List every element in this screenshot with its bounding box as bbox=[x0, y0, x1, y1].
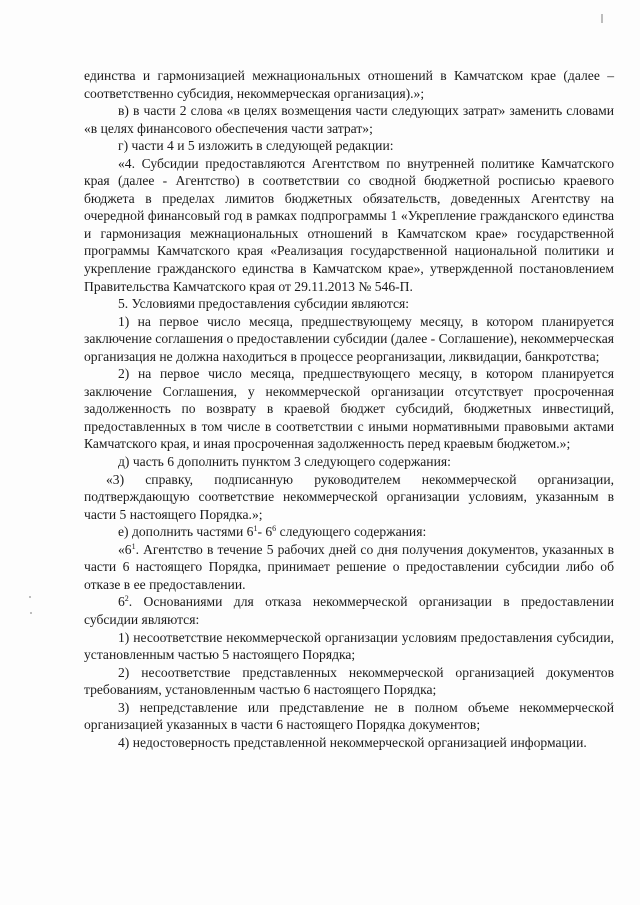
scan-mark bbox=[601, 14, 603, 23]
superscript: 6 bbox=[272, 524, 277, 534]
paragraph: «4. Субсидии предоставляются Агентством по внутренней политике Камчатского края (далее - Агентство) в соответствии со сводной бюджетной росписью краевого бюджета в пределах лимитов бюджетных обязательств, доведенных Агентству на очередной финансовый год в рамках подпрограммы 1 «Укрепление гражданского единства и гармонизация межнациональных отношений в Камчатском крае» государственной программы Камчатского края «Реализация государственной национальной политики и укрепление гражданского единства в Камчатском крае», утвержденной постановлением Правительства Камчатского края от 29.11.2013 № 546-П. bbox=[84, 155, 614, 294]
paragraph: 4) недостоверность представленной некоммерческой организацией информации. bbox=[118, 734, 587, 750]
paragraph: единства и гармонизацией межнациональных отношений в Камчатском крае (далее – соответственно субсидия, некоммерческая организация).»; bbox=[84, 68, 614, 101]
text-run: . Основаниями для отказа некоммерческой организации в предоставлении субсидии являются: bbox=[84, 594, 614, 627]
paragraph: в) в части 2 слова «в целях возмещения части следующих затрат» заменить словами «в целях финансового обеспечения части затрат»; bbox=[84, 103, 614, 136]
paragraph bbox=[84, 523, 614, 541]
text-run: е) дополнить частями 6 bbox=[118, 524, 254, 540]
paragraph: «3) справку, подписанную руководителем некоммерческой организации, подтверждающую соответствие некоммерческой организации условиям, указанным в части 5 настоящего Порядка.»; bbox=[84, 471, 614, 522]
text-run: - 6 bbox=[257, 524, 273, 540]
paragraph bbox=[84, 593, 614, 628]
paragraph: г) части 4 и 5 изложить в следующей редакции: bbox=[118, 138, 394, 154]
text-run: 6 bbox=[118, 594, 125, 610]
paragraph: 2) на первое число месяца, предшествующего месяцу, в котором планируется заключение Соглашения, у некоммерческой организации отсутствует просроченная задолженность по возврату в краевой бюджет субсидий, бюджетных инвестиций, предоставленных в том числе в соответствии с иными нормативными правовыми актами Камчатского края, и иная просроченная задолженность перед краевым бюджетом.»; bbox=[84, 366, 614, 452]
paragraph: д) часть 6 дополнить пунктом 3 следующего содержания: bbox=[118, 454, 451, 470]
superscript: 2 bbox=[124, 594, 129, 604]
paragraph: 5. Условиями предоставления субсидии являются: bbox=[118, 296, 410, 312]
superscript: 1 bbox=[131, 541, 136, 551]
document-page bbox=[84, 67, 614, 751]
paragraph: 2) несоответствие представленных некоммерческой организацией документов требованиям, установленным частью 6 настоящего Порядка; bbox=[84, 664, 614, 698]
paragraph bbox=[84, 541, 614, 594]
superscript: 1 bbox=[253, 524, 258, 534]
scan-mark bbox=[29, 596, 31, 598]
paragraph: 1) на первое число месяца, предшествующему месяцу, в котором планируется заключение соглашения о предоставлении субсидии (далее - Соглашение), некоммерческая организация не должна находиться в процессе реорганизации, ликвидации, банкротства; bbox=[84, 313, 614, 364]
scan-mark bbox=[30, 612, 32, 614]
paragraph: 3) непредставление или представление не в полном объеме некоммерческой организацией указанных в части 6 настоящего Порядка документов; bbox=[84, 699, 614, 733]
paragraph: 1) несоответствие некоммерческой организации условиям предоставления субсидии, установленным частью 5 настоящего Порядка; bbox=[84, 629, 614, 663]
text-run: . Агентство в течение 5 рабочих дней со дня получения документов, указанных в части 6 настоящего Порядка, принимает решение о предоставлении субсидии либо об отказе в ее предоставлении. bbox=[84, 541, 614, 592]
text-run: следующего содержания: bbox=[276, 524, 427, 540]
text-run: «6 bbox=[118, 541, 132, 557]
